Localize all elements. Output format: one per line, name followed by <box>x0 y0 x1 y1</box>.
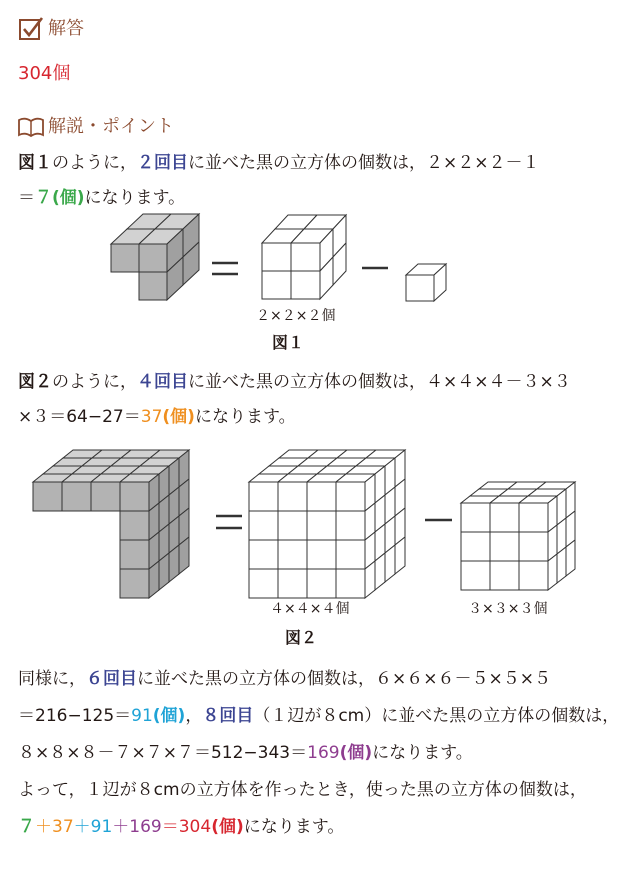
paragraph-2-line-2: ×３＝64−27＝37(個)になります。 <box>18 407 296 427</box>
figure-2-caption-right: ３×３×３個 <box>468 601 548 617</box>
figure-2-black-cubes <box>33 450 189 598</box>
result-value: 169 <box>307 743 340 763</box>
paragraph-4-line-2: ７＋37＋91＋169＝304(個)になります。 <box>18 817 345 837</box>
figure-2-label: 図２ <box>285 628 318 647</box>
result-value: 37 <box>140 407 163 427</box>
figure-ref: 図２ <box>18 372 52 392</box>
round-label: ８回目 <box>202 706 254 726</box>
figure-2-cube-3x3x3 <box>461 482 575 590</box>
result-value: 91 <box>131 706 153 726</box>
paragraph-2-line-1: 図２のように，４回目に並べた黒の立方体の個数は，４×４×４－３×３ <box>18 372 571 392</box>
figure-2-cube-4x4x4 <box>249 450 405 598</box>
figure-1-label: 図１ <box>272 333 305 352</box>
result-value: ７ <box>35 188 52 208</box>
round-label: ６回目 <box>86 669 137 689</box>
answer-value: 304個 <box>18 63 71 84</box>
figure-1-caption: ２×２×２個 <box>256 308 336 324</box>
round-label: ２回目 <box>137 153 188 173</box>
paragraph-3-line-2: ＝216−125＝91(個)，８回目（１辺が８cm）に並べた黒の立方体の個数は， <box>18 706 620 726</box>
total-value: 304 <box>178 817 212 837</box>
figure-ref: 図１ <box>18 153 52 173</box>
paragraph-4-line-1: よって，１辺が８cmの立方体を作ったとき，使った黒の立方体の個数は， <box>18 780 587 800</box>
round-label: ４回目 <box>137 372 188 392</box>
answer-heading: 解答 <box>48 18 84 39</box>
paragraph-1-line-1: 図１のように，２回目に並べた黒の立方体の個数は，２×２×２－１ <box>18 153 540 173</box>
paragraph-3-line-3: ８×８×８－７×７×７＝512−343＝169(個)になります。 <box>18 743 473 763</box>
figure-2-caption-left: ４×４×４個 <box>270 601 350 617</box>
explanation-heading: 解説・ポイント <box>48 116 174 137</box>
paragraph-3-line-1: 同様に，６回目に並べた黒の立方体の個数は，６×６×６－５×５×５ <box>18 669 551 689</box>
equals-sign-2 <box>216 516 242 528</box>
paragraph-1-line-2: ＝７(個)になります。 <box>18 188 186 208</box>
